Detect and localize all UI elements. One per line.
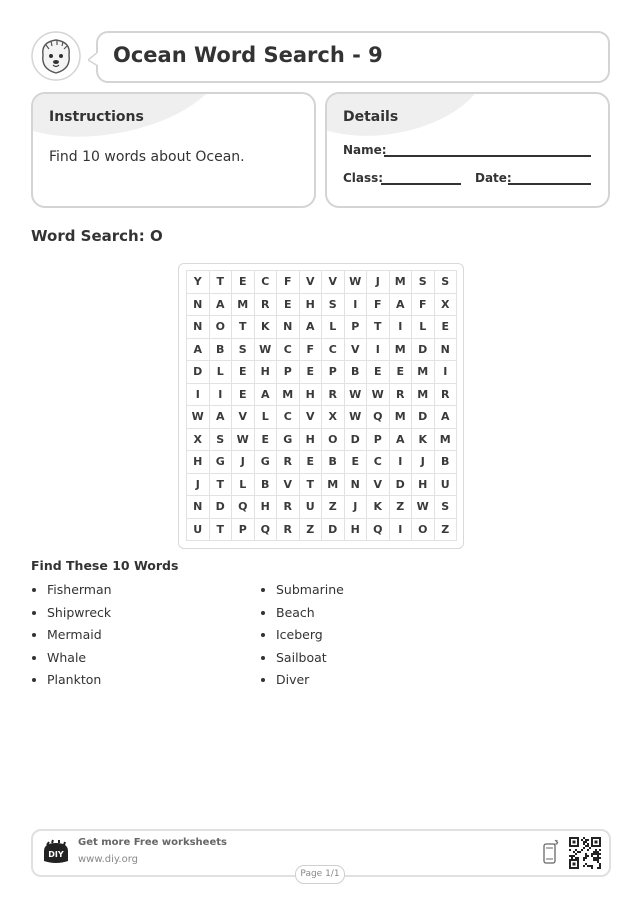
- grid-cell[interactable]: D: [187, 361, 210, 384]
- grid-cell[interactable]: D: [322, 519, 345, 542]
- word-list-left: [29, 581, 112, 694]
- grid-cell[interactable]: W: [187, 406, 210, 429]
- grid-cell[interactable]: M: [390, 339, 413, 362]
- grid-cell[interactable]: E: [300, 361, 323, 384]
- word-list-item: • Shipwreck: [47, 604, 112, 627]
- grid-cell[interactable]: E: [390, 361, 413, 384]
- word-list-item: • Sailboat: [276, 649, 344, 672]
- grid-cell[interactable]: N: [345, 474, 368, 497]
- grid-cell[interactable]: S: [210, 429, 233, 452]
- grid-cell[interactable]: G: [277, 429, 300, 452]
- qr-code-icon: [569, 837, 601, 869]
- grid-cell[interactable]: H: [412, 474, 435, 497]
- section-title: Word Search: O: [31, 227, 163, 245]
- grid-cell[interactable]: H: [345, 519, 368, 542]
- grid-cell[interactable]: J: [187, 474, 210, 497]
- grid-cell[interactable]: B: [322, 451, 345, 474]
- grid-cell[interactable]: X: [322, 406, 345, 429]
- grid-cell[interactable]: Z: [390, 496, 413, 519]
- page-indicator: Page 1/1: [295, 865, 345, 884]
- grid-cell[interactable]: C: [277, 406, 300, 429]
- grid-cell[interactable]: W: [255, 339, 278, 362]
- grid-cell[interactable]: T: [232, 316, 255, 339]
- date-label: Date:: [475, 171, 512, 185]
- grid-cell[interactable]: P: [322, 361, 345, 384]
- page-title: Ocean Word Search - 9: [113, 43, 383, 67]
- grid-cell[interactable]: S: [322, 294, 345, 317]
- grid-cell[interactable]: S: [435, 271, 458, 294]
- grid-cell[interactable]: I: [345, 294, 368, 317]
- grid-cell[interactable]: A: [187, 339, 210, 362]
- grid-cell[interactable]: M: [390, 271, 413, 294]
- grid-cell[interactable]: G: [255, 451, 278, 474]
- grid-cell[interactable]: Y: [187, 271, 210, 294]
- word-list-item: • Plankton: [47, 671, 112, 694]
- grid-cell[interactable]: I: [367, 339, 390, 362]
- grid-cell[interactable]: J: [367, 271, 390, 294]
- date-field[interactable]: [508, 183, 591, 185]
- grid-cell[interactable]: H: [255, 496, 278, 519]
- grid-cell[interactable]: N: [277, 316, 300, 339]
- instructions-title: Instructions: [49, 109, 144, 125]
- grid-cell[interactable]: V: [300, 271, 323, 294]
- grid-cell[interactable]: M: [232, 294, 255, 317]
- grid-cell[interactable]: W: [232, 429, 255, 452]
- word-list-item: • Fisherman: [47, 581, 112, 604]
- grid-cell[interactable]: R: [322, 384, 345, 407]
- grid-cell[interactable]: C: [322, 339, 345, 362]
- grid-cell[interactable]: U: [187, 519, 210, 542]
- grid-cell[interactable]: L: [232, 474, 255, 497]
- grid-cell[interactable]: H: [187, 451, 210, 474]
- grid-cell[interactable]: H: [255, 361, 278, 384]
- grid-cell[interactable]: P: [277, 361, 300, 384]
- grid-cell[interactable]: I: [390, 316, 413, 339]
- word-list-right: [258, 581, 344, 694]
- grid-cell[interactable]: A: [300, 316, 323, 339]
- grid-cell[interactable]: X: [187, 429, 210, 452]
- grid-cell[interactable]: H: [300, 294, 323, 317]
- grid-cell[interactable]: V: [345, 339, 368, 362]
- grid-cell[interactable]: E: [232, 384, 255, 407]
- grid-cell[interactable]: W: [345, 406, 368, 429]
- word-search-grid: [186, 270, 457, 541]
- grid-cell[interactable]: V: [367, 474, 390, 497]
- grid-cell[interactable]: V: [232, 406, 255, 429]
- grid-cell[interactable]: I: [187, 384, 210, 407]
- details-card: [325, 92, 610, 208]
- grid-cell[interactable]: W: [412, 496, 435, 519]
- grid-cell[interactable]: K: [412, 429, 435, 452]
- grid-cell[interactable]: I: [210, 384, 233, 407]
- grid-cell[interactable]: M: [277, 384, 300, 407]
- grid-cell[interactable]: B: [210, 339, 233, 362]
- grid-cell[interactable]: T: [300, 474, 323, 497]
- grid-cell[interactable]: Q: [367, 519, 390, 542]
- word-list-item: • Diver: [276, 671, 344, 694]
- grid-cell[interactable]: M: [412, 361, 435, 384]
- grid-cell[interactable]: H: [300, 384, 323, 407]
- grid-cell[interactable]: C: [367, 451, 390, 474]
- grid-cell[interactable]: W: [345, 271, 368, 294]
- grid-cell[interactable]: E: [232, 271, 255, 294]
- word-list-item: • Iceberg: [276, 626, 344, 649]
- grid-cell[interactable]: Q: [232, 496, 255, 519]
- grid-cell[interactable]: N: [435, 339, 458, 362]
- grid-cell[interactable]: B: [255, 474, 278, 497]
- grid-cell[interactable]: N: [187, 294, 210, 317]
- grid-cell[interactable]: D: [345, 429, 368, 452]
- grid-cell[interactable]: A: [210, 294, 233, 317]
- grid-cell[interactable]: I: [390, 519, 413, 542]
- grid-cell[interactable]: E: [345, 451, 368, 474]
- word-list-item: • Submarine: [276, 581, 344, 604]
- grid-cell[interactable]: E: [367, 361, 390, 384]
- name-field[interactable]: [384, 155, 591, 157]
- grid-cell[interactable]: N: [187, 496, 210, 519]
- grid-cell[interactable]: R: [277, 519, 300, 542]
- grid-cell[interactable]: R: [255, 294, 278, 317]
- grid-cell[interactable]: Z: [322, 496, 345, 519]
- grid-cell[interactable]: J: [412, 451, 435, 474]
- grid-cell[interactable]: J: [232, 451, 255, 474]
- diy-logo[interactable]: [42, 839, 70, 867]
- grid-cell[interactable]: T: [210, 519, 233, 542]
- grid-cell[interactable]: T: [210, 474, 233, 497]
- grid-cell[interactable]: O: [322, 429, 345, 452]
- grid-cell[interactable]: A: [390, 294, 413, 317]
- title-box: [96, 31, 610, 83]
- grid-cell[interactable]: Q: [255, 519, 278, 542]
- footer-cta: Get more Free worksheets: [78, 837, 227, 848]
- grid-cell[interactable]: N: [187, 316, 210, 339]
- grid-cell[interactable]: F: [412, 294, 435, 317]
- grid-cell[interactable]: P: [232, 519, 255, 542]
- grid-cell[interactable]: Q: [367, 406, 390, 429]
- grid-cell[interactable]: U: [300, 496, 323, 519]
- grid-cell[interactable]: L: [210, 361, 233, 384]
- grid-cell[interactable]: U: [435, 474, 458, 497]
- word-list-item: • Mermaid: [47, 626, 112, 649]
- grid-cell[interactable]: M: [390, 406, 413, 429]
- instructions-text: Find 10 words about Ocean.: [49, 149, 245, 165]
- word-list-item: • Beach: [276, 604, 344, 627]
- grid-cell[interactable]: D: [412, 406, 435, 429]
- grid-cell[interactable]: J: [345, 496, 368, 519]
- grid-cell[interactable]: B: [345, 361, 368, 384]
- grid-cell[interactable]: Z: [435, 519, 458, 542]
- grid-cell[interactable]: M: [412, 384, 435, 407]
- grid-cell[interactable]: C: [255, 271, 278, 294]
- diy-logo-text: DIY: [48, 850, 64, 859]
- grid-cell[interactable]: E: [435, 316, 458, 339]
- grid-cell[interactable]: R: [277, 451, 300, 474]
- grid-cell[interactable]: E: [277, 294, 300, 317]
- grid-cell[interactable]: S: [435, 496, 458, 519]
- grid-cell[interactable]: S: [412, 271, 435, 294]
- grid-cell[interactable]: W: [345, 384, 368, 407]
- footer-url[interactable]: www.diy.org: [78, 854, 138, 865]
- name-label: Name:: [343, 143, 387, 157]
- grid-cell[interactable]: D: [412, 339, 435, 362]
- grid-cell[interactable]: M: [322, 474, 345, 497]
- grid-cell[interactable]: A: [435, 406, 458, 429]
- grid-cell[interactable]: F: [277, 271, 300, 294]
- grid-cell[interactable]: V: [277, 474, 300, 497]
- grid-cell[interactable]: D: [390, 474, 413, 497]
- grid-cell[interactable]: P: [345, 316, 368, 339]
- grid-cell[interactable]: M: [435, 429, 458, 452]
- grid-cell[interactable]: L: [322, 316, 345, 339]
- grid-cell[interactable]: D: [210, 496, 233, 519]
- grid-cell[interactable]: B: [435, 451, 458, 474]
- grid-cell[interactable]: T: [210, 271, 233, 294]
- word-list-item: • Whale: [47, 649, 112, 672]
- grid-cell[interactable]: P: [367, 429, 390, 452]
- grid-cell[interactable]: R: [435, 384, 458, 407]
- grid-cell[interactable]: A: [390, 429, 413, 452]
- grid-cell[interactable]: V: [300, 406, 323, 429]
- grid-cell[interactable]: F: [300, 339, 323, 362]
- instructions-card: [31, 92, 316, 208]
- grid-cell[interactable]: W: [367, 384, 390, 407]
- grid-cell[interactable]: C: [277, 339, 300, 362]
- grid-cell[interactable]: O: [412, 519, 435, 542]
- grid-cell[interactable]: T: [367, 316, 390, 339]
- grid-cell[interactable]: I: [435, 361, 458, 384]
- grid-cell[interactable]: E: [255, 429, 278, 452]
- grid-cell[interactable]: G: [210, 451, 233, 474]
- class-field[interactable]: [381, 183, 461, 185]
- grid-cell[interactable]: I: [390, 451, 413, 474]
- phone-icon: [542, 839, 560, 865]
- details-title: Details: [343, 109, 399, 125]
- grid-cell[interactable]: H: [300, 429, 323, 452]
- grid-cell[interactable]: X: [435, 294, 458, 317]
- grid-cell[interactable]: R: [390, 384, 413, 407]
- grid-cell[interactable]: E: [232, 361, 255, 384]
- grid-cell[interactable]: V: [322, 271, 345, 294]
- grid-cell[interactable]: F: [367, 294, 390, 317]
- mascot-avatar: [31, 31, 81, 81]
- grid-cell[interactable]: O: [210, 316, 233, 339]
- class-label: Class:: [343, 171, 384, 185]
- grid-cell[interactable]: S: [232, 339, 255, 362]
- grid-cell[interactable]: L: [255, 406, 278, 429]
- grid-cell[interactable]: Z: [300, 519, 323, 542]
- grid-cell[interactable]: K: [367, 496, 390, 519]
- speech-bubble-tail: [88, 51, 98, 65]
- words-title: Find These 10 Words: [31, 558, 179, 573]
- grid-cell[interactable]: R: [277, 496, 300, 519]
- grid-cell[interactable]: A: [255, 384, 278, 407]
- grid-cell[interactable]: A: [210, 406, 233, 429]
- word-search-panel: [178, 263, 464, 549]
- grid-cell[interactable]: L: [412, 316, 435, 339]
- grid-cell[interactable]: E: [300, 451, 323, 474]
- grid-cell[interactable]: K: [255, 316, 278, 339]
